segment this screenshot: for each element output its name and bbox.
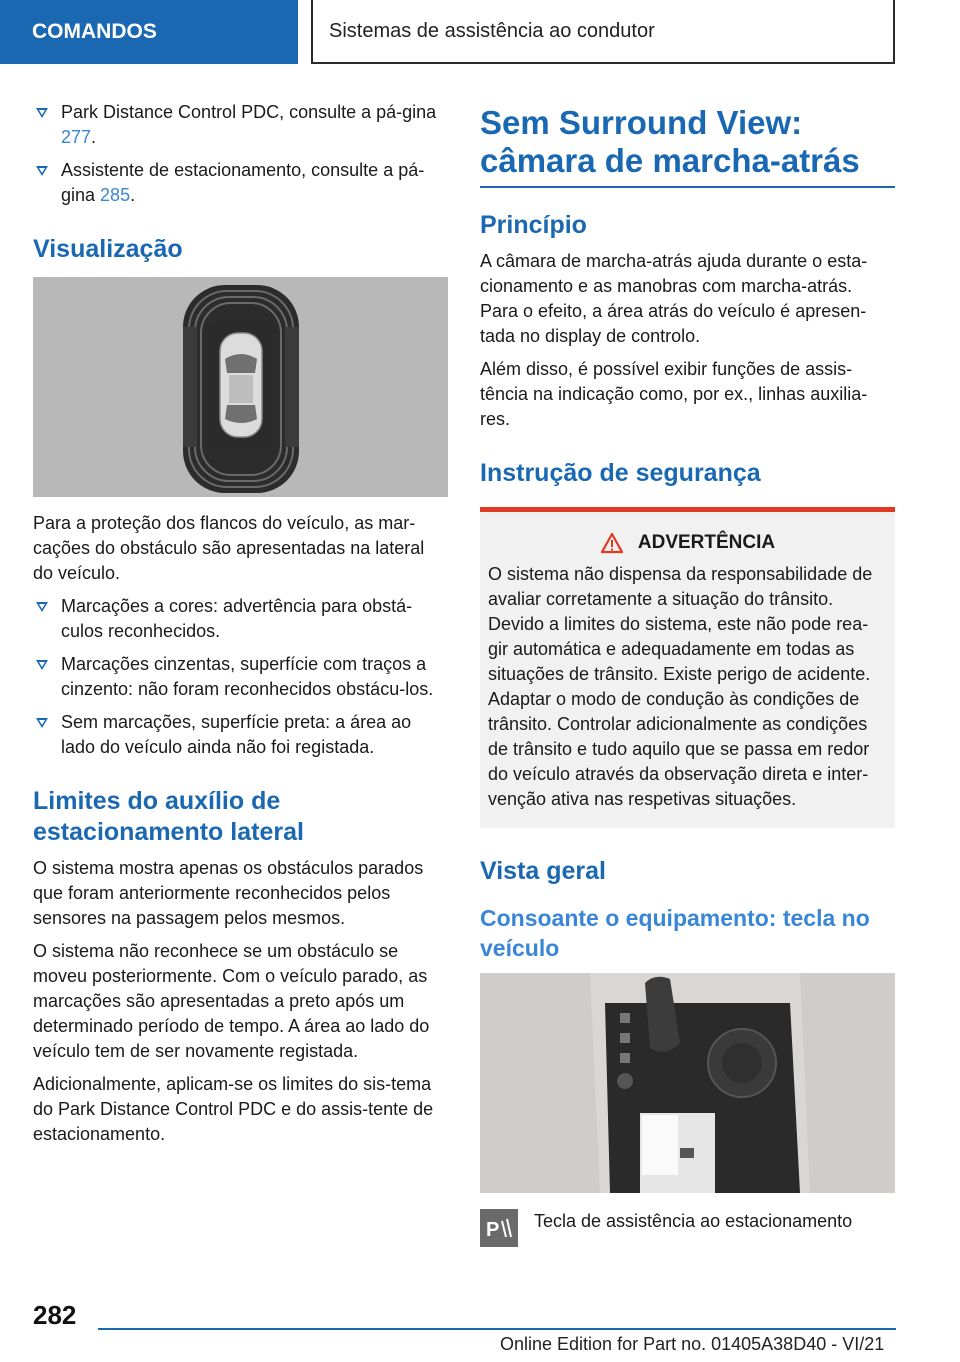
section-tab — [0, 0, 298, 64]
caption-text: Tecla de assistência ao estacionamento — [534, 1211, 853, 1231]
section-heading: Visualização — [33, 235, 183, 263]
right-column — [480, 104, 895, 1247]
section-title: COMANDOS — [32, 20, 157, 43]
parking-car-icon — [33, 277, 448, 497]
warning-box — [480, 507, 895, 828]
paragraph: Adicionalmente, aplicam-se os limites do sis‐tema do Park Distance Control PDC e do assis‐tente de estacionamento. — [33, 1074, 434, 1144]
list-item: Sem marcações, superfície preta: a área ao lado do veículo ainda não foi registada. — [33, 710, 448, 760]
paragraph: O sistema mostra apenas os obstáculos parados que foram anteriormente reconhecidos pelos sensores na passagem pelos mesmos. — [33, 858, 424, 928]
svg-text:P: P — [486, 1219, 500, 1241]
warning-header — [488, 532, 887, 554]
page-title: Sem Surround View: câmara de marcha-atrás — [480, 104, 895, 188]
console-icon — [480, 973, 895, 1193]
triangle-bullet-icon — [36, 166, 48, 176]
park-assist-button-icon — [480, 1209, 518, 1247]
paragraph: Além disso, é possível exibir funções de assis‐tência na indicação como, por ex., linhas auxilia‐res. — [480, 359, 868, 429]
page-link[interactable]: 285 — [100, 185, 131, 205]
footer-edition: Online Edition for Part no. 01405A38D40 - VI/21 — [500, 1334, 885, 1354]
parking-visualization-image — [33, 277, 448, 497]
triangle-bullet-icon — [36, 108, 48, 118]
section-heading: Limites do auxílio de estacionamento lateral — [33, 787, 304, 846]
list-item: Park Distance Control PDC, consulte a pá‐gina 277. — [33, 100, 448, 150]
section-heading: Instrução de segurança — [480, 459, 761, 487]
warning-text: O sistema não dispensa da responsabilidade de avaliar corretamente a situação do trânsito. Devido a limites do sistema, este não pode rea‐gir automática e adequadamente em todas as situações de trânsito. Existe perigo de acidente. Adaptar o modo de condução às condições de trânsito. Controlar adicionalmente as condições de trânsito e tudo aquilo que se passa em redor do veículo através da observação direta e inter‐venção ativa nas respetivas situações. — [488, 564, 873, 809]
page-number: 282 — [33, 1300, 77, 1330]
caption-row — [480, 1209, 895, 1247]
warning-triangle-icon — [600, 532, 624, 554]
section-heading: Princípio — [480, 211, 587, 239]
footer-divider — [98, 1328, 896, 1330]
triangle-bullet-icon — [36, 718, 48, 728]
sub-heading: Consoante o equipamento: tecla no veículo — [480, 905, 870, 961]
chapter-title: Sistemas de assistência ao condutor — [329, 19, 655, 42]
triangle-bullet-icon — [36, 602, 48, 612]
list-item: Marcações a cores: advertência para obstá‐culos reconhecidos. — [33, 594, 448, 644]
warning-title: ADVERTÊNCIA — [637, 532, 776, 553]
paragraph: Para a proteção dos flancos do veículo, as mar‐cações do obstáculo são apresentadas na lateral do veículo. — [33, 513, 425, 583]
center-console-image — [480, 973, 895, 1193]
left-column — [33, 100, 448, 1155]
paragraph: O sistema não reconhece se um obstáculo se moveu posteriormente. Com o veículo parado, as marcações são apresentadas a preto após um determinado período de tempo. A área ao lado do veículo tem de ser novamente registada. — [33, 941, 430, 1061]
paragraph: A câmara de marcha-atrás ajuda durante o esta‐cionamento e as manobras com marcha-atrás. Para o efeito, a área atrás do veículo é apresen‐tada no display de controlo. — [480, 251, 868, 346]
chapter-header — [311, 0, 895, 64]
triangle-bullet-icon — [36, 660, 48, 670]
list-item: Assistente de estacionamento, consulte a pá‐gina 285. — [33, 158, 448, 208]
page-link[interactable]: 277 — [61, 127, 92, 147]
section-heading: Vista geral — [480, 857, 607, 885]
list-item: Marcações cinzentas, superfície com traços a cinzento: não foram reconhecidos obstácu‐los. — [33, 652, 448, 702]
